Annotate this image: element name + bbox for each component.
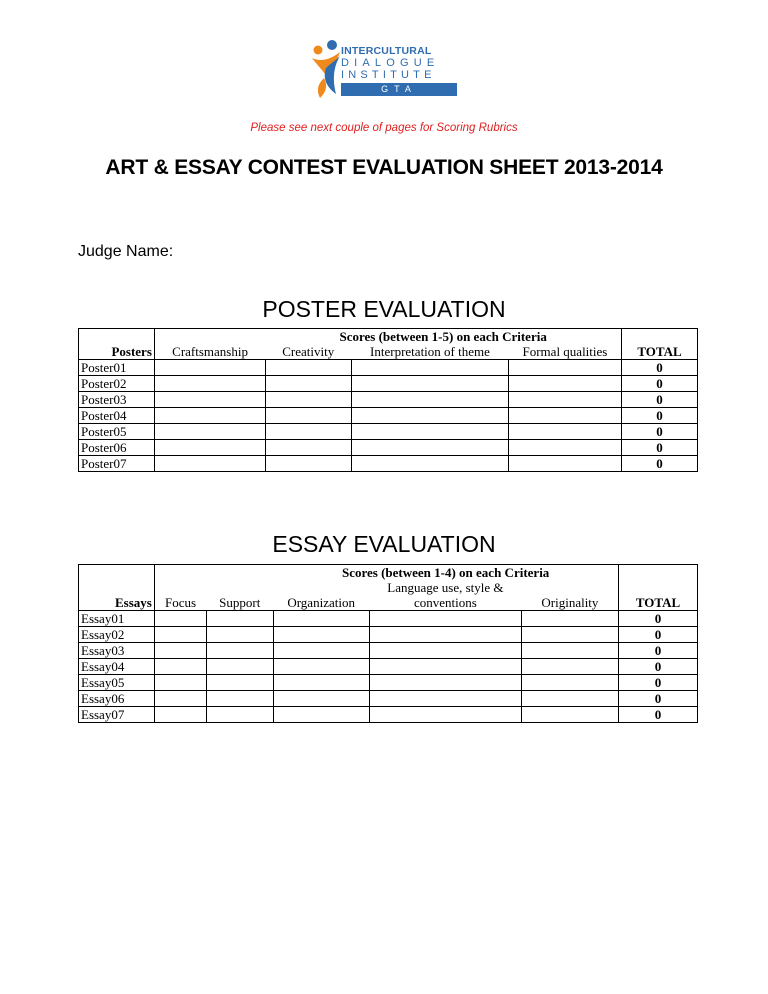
essay-score-cell[interactable] bbox=[522, 675, 619, 691]
essay-name: Essay05 bbox=[79, 675, 155, 691]
table-row bbox=[79, 424, 698, 440]
poster-score-cell[interactable] bbox=[509, 360, 622, 376]
poster-criteria-header: Interpretation of theme bbox=[351, 344, 509, 360]
poster-score-cell[interactable] bbox=[265, 456, 351, 472]
essay-score-cell[interactable] bbox=[206, 611, 273, 627]
table-row bbox=[79, 408, 698, 424]
essay-total-value: 0 bbox=[619, 659, 698, 675]
essay-score-cell[interactable] bbox=[206, 675, 273, 691]
essay-name: Essay06 bbox=[79, 691, 155, 707]
essay-score-cell[interactable] bbox=[369, 611, 522, 627]
essay-total-value: 0 bbox=[619, 675, 698, 691]
poster-score-cell[interactable] bbox=[154, 392, 265, 408]
logo-text-line2: DIALOGUE bbox=[341, 57, 440, 69]
poster-score-cell[interactable] bbox=[154, 456, 265, 472]
poster-score-cell[interactable] bbox=[265, 392, 351, 408]
essay-name: Essay07 bbox=[79, 707, 155, 723]
essay-score-cell[interactable] bbox=[369, 659, 522, 675]
poster-header-spacer bbox=[79, 329, 155, 345]
poster-score-cell[interactable] bbox=[351, 392, 509, 408]
essay-score-cell[interactable] bbox=[154, 627, 206, 643]
essay-score-cell[interactable] bbox=[154, 707, 206, 723]
table-row bbox=[79, 360, 698, 376]
poster-score-cell[interactable] bbox=[509, 440, 622, 456]
essay-criteria-header: Language use, style & conventions bbox=[387, 580, 504, 610]
essay-score-cell[interactable] bbox=[273, 675, 369, 691]
poster-score-cell[interactable] bbox=[351, 456, 509, 472]
essay-score-cell[interactable] bbox=[273, 659, 369, 675]
page-title: ART & ESSAY CONTEST EVALUATION SHEET 2013-2014 bbox=[105, 156, 663, 179]
essay-score-cell[interactable] bbox=[273, 707, 369, 723]
table-row bbox=[79, 611, 698, 627]
essay-name: Essay01 bbox=[79, 611, 155, 627]
poster-score-cell[interactable] bbox=[154, 424, 265, 440]
table-row bbox=[79, 659, 698, 675]
poster-criteria-header: Creativity bbox=[265, 344, 351, 360]
poster-total-header: TOTAL bbox=[622, 344, 698, 360]
poster-score-cell[interactable] bbox=[265, 424, 351, 440]
poster-total-value: 0 bbox=[622, 392, 698, 408]
logo-text-line3: INSTITUTE bbox=[341, 69, 436, 81]
essay-col-header-cell bbox=[79, 565, 155, 611]
essay-scores-header: Scores (between 1-4) on each Criteria bbox=[273, 565, 618, 581]
essay-score-cell[interactable] bbox=[154, 643, 206, 659]
poster-score-cell[interactable] bbox=[509, 424, 622, 440]
poster-score-cell[interactable] bbox=[154, 408, 265, 424]
essay-score-cell[interactable] bbox=[154, 691, 206, 707]
table-row bbox=[79, 643, 698, 659]
essay-criteria-header: Focus bbox=[154, 580, 206, 611]
essay-score-cell[interactable] bbox=[273, 611, 369, 627]
essay-score-cell[interactable] bbox=[273, 627, 369, 643]
logo-figure-icon bbox=[310, 38, 344, 102]
essay-score-cell[interactable] bbox=[206, 643, 273, 659]
essay-criteria-header: Support bbox=[219, 595, 261, 610]
essay-total-value: 0 bbox=[619, 707, 698, 723]
poster-score-cell[interactable] bbox=[265, 360, 351, 376]
essay-name: Essay02 bbox=[79, 627, 155, 643]
poster-score-cell[interactable] bbox=[351, 360, 509, 376]
poster-score-cell[interactable] bbox=[509, 392, 622, 408]
poster-name: Poster05 bbox=[79, 424, 155, 440]
poster-total-value: 0 bbox=[622, 376, 698, 392]
institute-logo bbox=[310, 38, 460, 108]
poster-score-cell[interactable] bbox=[351, 424, 509, 440]
table-row bbox=[79, 376, 698, 392]
essay-total-value: 0 bbox=[619, 643, 698, 659]
table-row bbox=[79, 675, 698, 691]
essay-score-cell[interactable] bbox=[369, 627, 522, 643]
poster-name: Poster04 bbox=[79, 408, 155, 424]
poster-score-cell[interactable] bbox=[265, 440, 351, 456]
poster-evaluation-table bbox=[78, 328, 698, 472]
poster-criteria-header: Formal qualities bbox=[509, 344, 622, 360]
essay-total-value: 0 bbox=[619, 627, 698, 643]
poster-name: Poster01 bbox=[79, 360, 155, 376]
table-row bbox=[79, 707, 698, 723]
essay-score-cell[interactable] bbox=[206, 707, 273, 723]
essay-total-header-cell bbox=[619, 565, 698, 611]
essay-total-value: 0 bbox=[619, 611, 698, 627]
essay-section-title: ESSAY EVALUATION bbox=[272, 531, 496, 557]
rubrics-notice: Please see next couple of pages for Scoring Rubrics bbox=[250, 122, 518, 134]
essay-score-cell[interactable] bbox=[206, 627, 273, 643]
poster-score-cell[interactable] bbox=[154, 376, 265, 392]
essay-col-header: Essays bbox=[115, 595, 152, 610]
table-row bbox=[79, 456, 698, 472]
essay-score-cell[interactable] bbox=[522, 611, 619, 627]
essay-score-cell[interactable] bbox=[522, 707, 619, 723]
poster-score-cell[interactable] bbox=[154, 360, 265, 376]
essay-score-cell[interactable] bbox=[154, 611, 206, 627]
poster-section-title: POSTER EVALUATION bbox=[262, 296, 506, 322]
poster-criteria-header: Craftsmanship bbox=[154, 344, 265, 360]
poster-score-cell[interactable] bbox=[351, 408, 509, 424]
essay-score-cell[interactable] bbox=[522, 643, 619, 659]
essay-total-value: 0 bbox=[619, 691, 698, 707]
poster-name: Poster03 bbox=[79, 392, 155, 408]
poster-score-cell[interactable] bbox=[351, 440, 509, 456]
logo-text-gta: GTA bbox=[341, 83, 457, 96]
poster-score-cell[interactable] bbox=[154, 440, 265, 456]
poster-score-cell[interactable] bbox=[509, 408, 622, 424]
poster-scores-header: Scores (between 1-5) on each Criteria bbox=[265, 329, 621, 345]
essay-score-cell[interactable] bbox=[369, 691, 522, 707]
essay-score-cell[interactable] bbox=[369, 643, 522, 659]
table-row bbox=[79, 627, 698, 643]
poster-name: Poster07 bbox=[79, 456, 155, 472]
poster-total-value: 0 bbox=[622, 424, 698, 440]
poster-score-cell[interactable] bbox=[509, 456, 622, 472]
table-row bbox=[79, 440, 698, 456]
judge-name-label: Judge Name: bbox=[78, 243, 174, 260]
essay-score-cell[interactable] bbox=[206, 691, 273, 707]
poster-total-value: 0 bbox=[622, 408, 698, 424]
essay-criteria-header: Originality bbox=[522, 580, 619, 611]
essay-total-header: TOTAL bbox=[635, 595, 681, 610]
essay-score-cell[interactable] bbox=[206, 659, 273, 675]
poster-score-cell[interactable] bbox=[265, 408, 351, 424]
poster-score-cell[interactable] bbox=[351, 376, 509, 392]
logo-text-line1: INTERCULTURAL bbox=[341, 45, 432, 57]
essay-name: Essay04 bbox=[79, 659, 155, 675]
essay-name: Essay03 bbox=[79, 643, 155, 659]
poster-name: Poster06 bbox=[79, 440, 155, 456]
essay-score-cell[interactable] bbox=[369, 707, 522, 723]
poster-score-cell[interactable] bbox=[265, 376, 351, 392]
essay-score-cell[interactable] bbox=[522, 659, 619, 675]
essay-score-cell[interactable] bbox=[369, 675, 522, 691]
poster-total-value: 0 bbox=[622, 360, 698, 376]
essay-score-cell[interactable] bbox=[154, 675, 206, 691]
poster-col-header: Posters bbox=[79, 344, 155, 360]
table-row bbox=[79, 392, 698, 408]
poster-name: Poster02 bbox=[79, 376, 155, 392]
poster-score-cell[interactable] bbox=[509, 376, 622, 392]
essay-criteria-header: Organization bbox=[287, 595, 355, 610]
poster-total-value: 0 bbox=[622, 456, 698, 472]
essay-evaluation-table bbox=[78, 564, 698, 723]
essay-score-cell[interactable] bbox=[154, 659, 206, 675]
poster-total-value: 0 bbox=[622, 440, 698, 456]
essay-score-cell[interactable] bbox=[273, 643, 369, 659]
essay-score-cell[interactable] bbox=[273, 691, 369, 707]
essay-score-cell[interactable] bbox=[522, 627, 619, 643]
table-row bbox=[79, 691, 698, 707]
essay-score-cell[interactable] bbox=[522, 691, 619, 707]
